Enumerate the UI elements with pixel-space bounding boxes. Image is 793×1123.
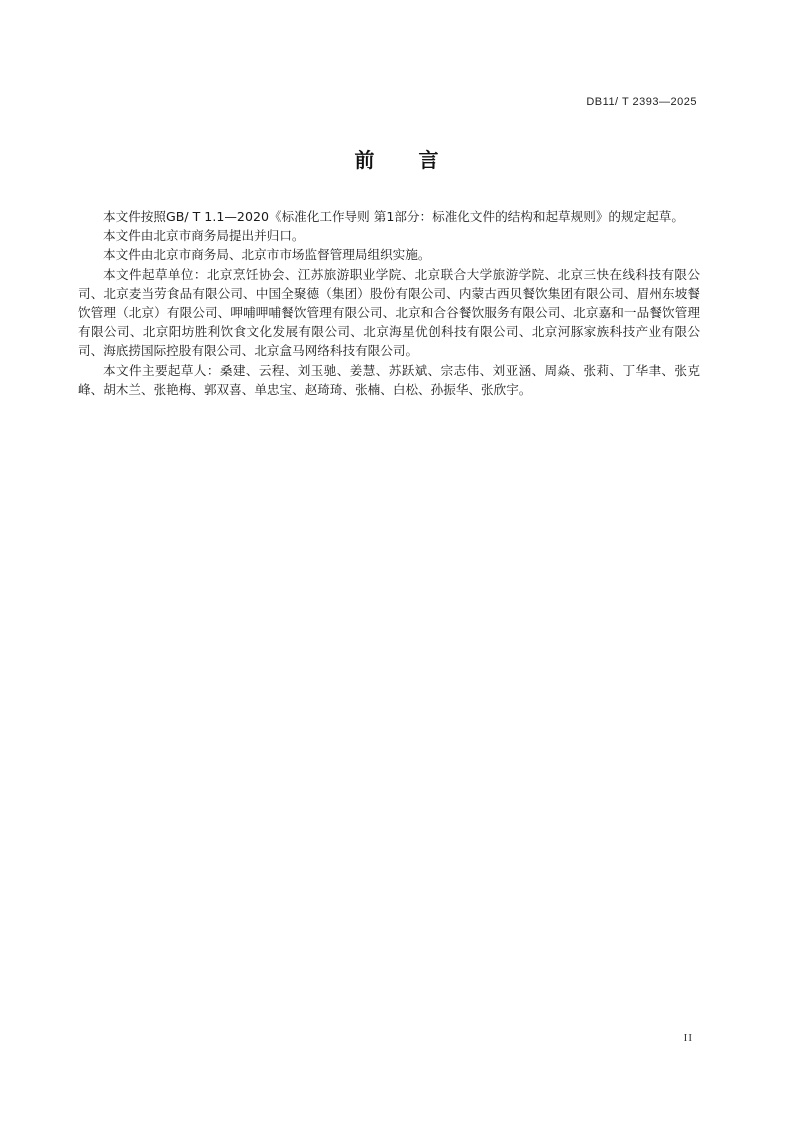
paragraph-implementer: 本文件由北京市商务局、北京市市场监督管理局组织实施。	[103, 247, 431, 263]
paragraph-drafting-rules: 本文件按照GB/ T 1.1—2020《标准化工作导则 第1部分：标准化文件的结构和起草规则》的规定起草。	[103, 209, 684, 224]
paragraph-proposer: 本文件由北京市商务局提出并归口。	[103, 228, 305, 244]
foreword-body	[78, 207, 700, 399]
page-number: II	[683, 1032, 693, 1044]
paragraph-drafters: 本文件主要起草人：桑建、云程、刘玉驰、姜慧、苏跃斌、宗志伟、刘亚涵、周焱、张莉、丁华聿、张克峰、胡木兰、张艳梅、郭双喜、单忠宝、赵琦琦、张楠、白松、孙振华、张欣宇。	[78, 362, 700, 397]
standard-code: DB11/ T 2393—2025	[586, 96, 697, 108]
page-title: 前言	[354, 148, 483, 172]
paragraph-drafting-units: 本文件起草单位：北京烹饪协会、江苏旅游职业学院、北京联合大学旅游学院、北京三快在线科技有限公司、北京麦当劳食品有限公司、中国全聚德（集团）股份有限公司、内蒙古西贝餐饮集团有限公司、眉州东坡餐饮管理（北京）有限公司、呷哺呷哺餐饮管理有限公司、北京和合谷餐饮服务有限公司、北京嘉和一品餐饮管理有限公司、北京阳坊胜利饮食文化发展有限公司、北京海星优创科技有限公司、北京河豚家族科技产业有限公司、海底捞国际控股有限公司、北京盒马网络科技有限公司。	[78, 266, 700, 359]
